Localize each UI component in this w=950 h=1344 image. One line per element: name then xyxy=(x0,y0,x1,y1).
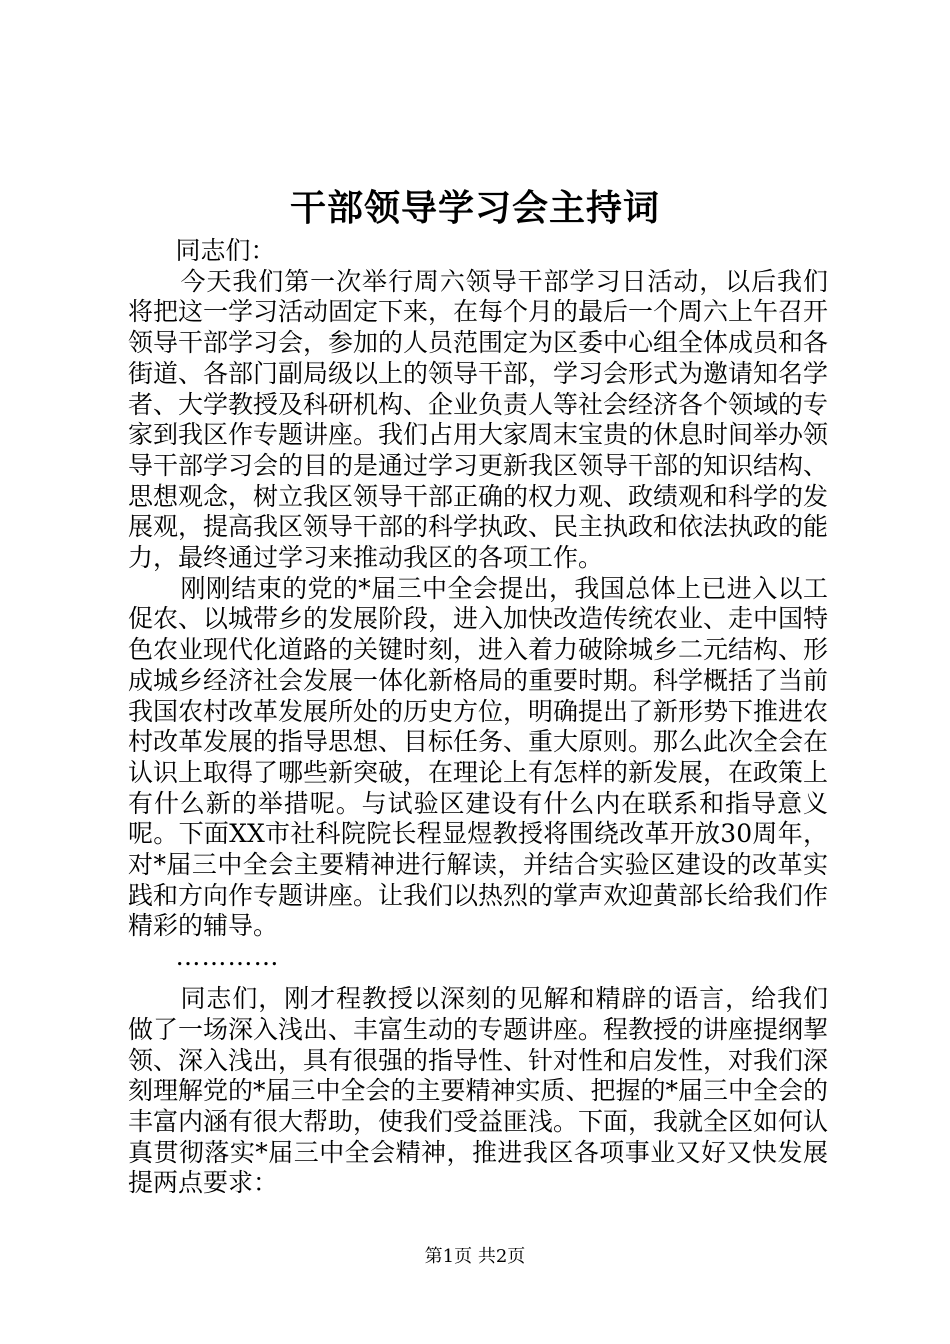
body-paragraph: 今天我们第一次举行周六领导干部学习日活动，以后我们将把这一学习活动固定下来，在每个月的最后一个周六上午召开领导干部学习会，参加的人员范围定为区委中心组全体成员和各街道、各部门副局级以上的领导干部，学习会形式为邀请知名学者、大学教授及科研机构、企业负责人等社会经济各个领域的专家到我区作专题讲座。我们占用大家周末宝贵的休息时间举办领导干部学习会的目的是通过学习更新我区领导干部的知识结构、思想观念，树立我区领导干部正确的权力观、政绩观和科学的发展观，提高我区领导干部的科学执政、民主执政和依法执政的能力，最终通过学习来推动我区的各项工作。 xyxy=(128,266,829,573)
body-paragraph: 刚刚结束的党的*届三中全会提出，我国总体上已进入以工促农、以城带乡的发展阶段，进入加快改造传统农业、走中国特色农业现代化道路的关键时刻，进入着力破除城乡二元结构、形成城乡经济社会发展一体化新格局的重要时期。科学概括了当前我国农村改革发展所处的历史方位，明确提出了新形势下推进农村改革发展的指导思想、目标任务、重大原则。那么此次全会在认识上取得了哪些新突破，在理论上有怎样的新发展，在政策上有什么新的举措呢。与试验区建设有什么内在联系和指导意义呢。下面XX市社科院院长程显煜教授将围绕改革开放30周年，对*届三中全会主要精神进行解读，并结合实验区建设的改革实践和方向作专题讲座。让我们以热烈的掌声欢迎黄部长给我们作精彩的辅导。 xyxy=(128,573,829,941)
ellipsis-separator: ………… xyxy=(175,942,280,972)
page-number-footer: 第1页 共2页 xyxy=(424,1246,526,1267)
document-body xyxy=(128,236,828,1199)
document-title: 干部领导学习会主持词 xyxy=(289,187,660,229)
salutation: 同志们： xyxy=(175,236,276,265)
closing-paragraph: 同志们，刚才程教授以深刻的见解和精辟的语言，给我们做了一场深入浅出、丰富生动的专题讲座。程教授的讲座提纲挈领、深入浅出，具有很强的指导性、针对性和启发性，对我们深刻理解党的*届三中全会的主要精神实质、把握的*届三中全会的丰富内涵有很大帮助，使我们受益匪浅。下面，我就全区如何认真贯彻落实*届三中全会精神，推进我区各项事业又好又快发展提两点要求： xyxy=(128,984,829,1198)
